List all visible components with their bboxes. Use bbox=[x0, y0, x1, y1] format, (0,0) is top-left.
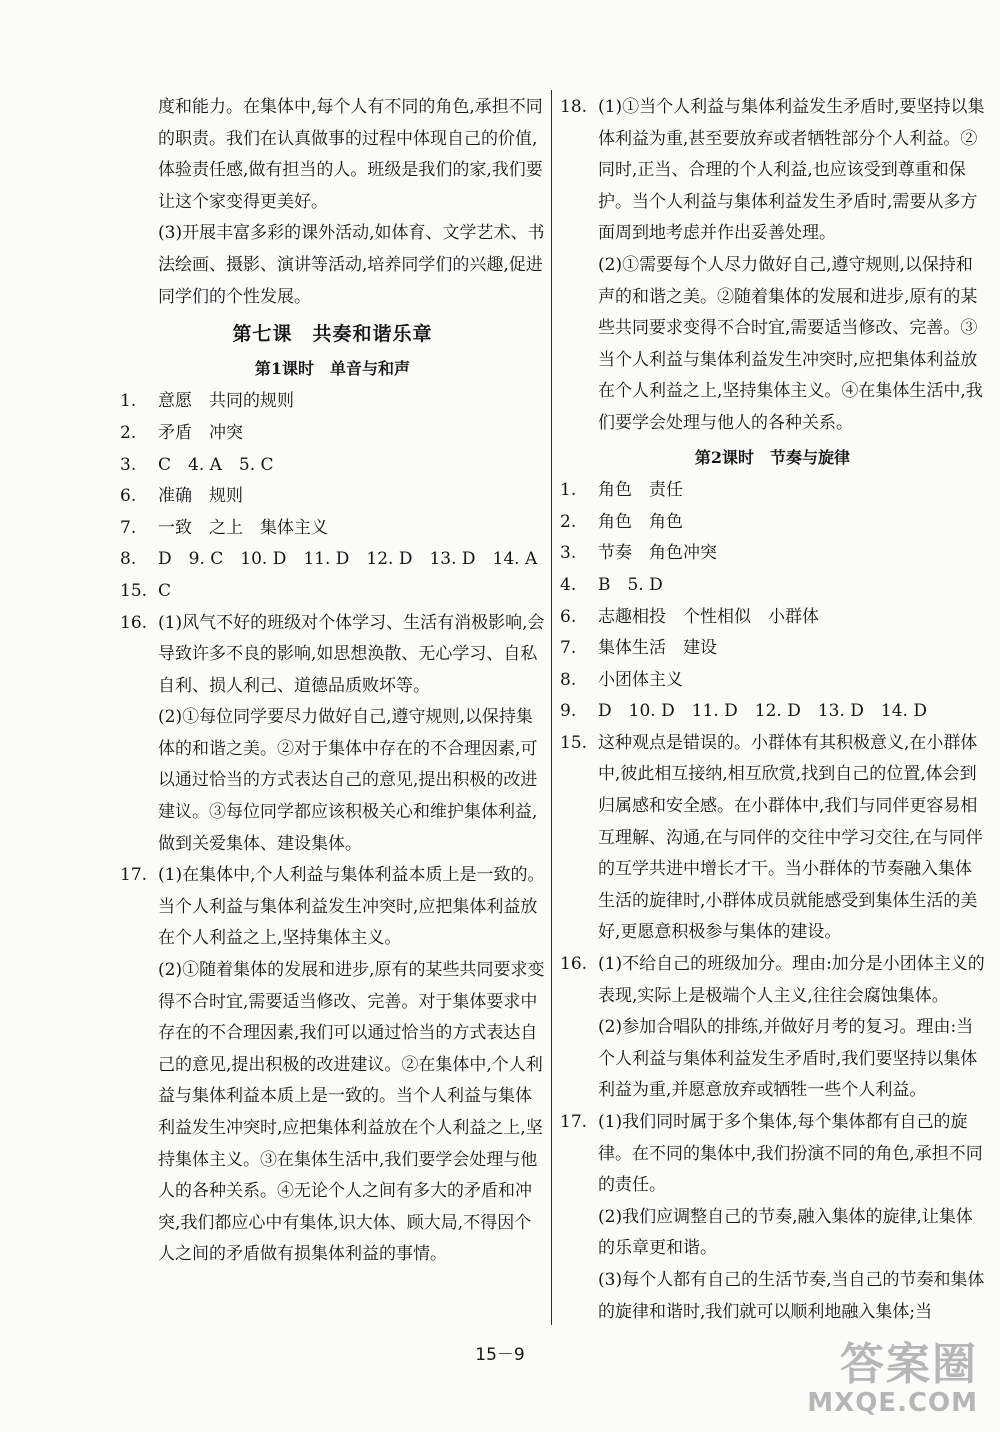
answer-item-18: 18. (1)①当个人利益与集体利益发生矛盾时,要坚持以集体利益为重,甚至要放弃或者牺牲部分个人利益。②同时,正当、合理的个人利益,也应该受到尊重和保护。当个人利益与集体利益发生矛盾时,需要从多方面周到地考虑并作出妥善处理。 bbox=[560, 97, 985, 244]
p2-answer-item-16-part-2: (2)参加合唱队的排练,并做好月考的复习。理由:当个人利益与集体利益发生矛盾时,我们要坚持以集体利益为重,并愿意放弃或牺牲一些个人利益。 bbox=[598, 1017, 978, 1101]
watermark-logo bbox=[807, 1339, 978, 1418]
left-column bbox=[120, 92, 545, 1271]
p2-answer-item-7: 7. 集体生活 建设 bbox=[560, 638, 717, 659]
p2-answer-item-17-part-3: (3)每个人都有自己的生活节奏,当自己的节奏和集体的旋律和谐时,我们就可以顺利地融入集体;当 bbox=[598, 1269, 985, 1322]
answer-item-8: 8. D 9. C 10. D 11. D 12. D 13. D 14. A bbox=[120, 549, 538, 570]
p2-answer-item-6: 6. 志趣相投 个性相似 小群体 bbox=[560, 606, 819, 627]
page-number: 15－9 bbox=[475, 1345, 525, 1365]
left-continued-paragraph: 度和能力。在集体中,每个人有不同的角色,承担不同的职责。我们在认真做事的过程中体现自己的价值,体验责任感,做有担当的人。班级是我们的家,我们要让这个家变得更美好。 bbox=[158, 97, 543, 212]
period-1-title: 第1课时 单音与和声 bbox=[254, 358, 411, 378]
p2-answer-item-15: 15. 这种观点是错误的。小群体有其积极意义,在小群体中,彼此相互接纳,相互欣赏,找到自己的位置,体会到归属感和安全感。在小群体中,我们与同伴更容易相互理解、沟通,在与同伴的交往中学习交往,在与同伴的互学共进中增长才干。当小群体的节奏融入集体生活的旋律时,小群体成员就能感受到集体生活的美好,更愿意积极参与集体的建设。 bbox=[560, 732, 983, 943]
answer-item-17: 17. (1)在集体中,个人利益与集体利益本质上是一致的。当个人利益与集体利益发生冲突时,应把集体利益放在个人利益之上,坚持集体主义。 bbox=[120, 865, 545, 949]
answer-item-1: 1. 意愿 共同的规则 bbox=[120, 391, 294, 412]
p2-answer-item-17-part-2: (2)我们应调整自己的节奏,融入集体的旋律,让集体的乐章更和谐。 bbox=[598, 1206, 973, 1259]
answer-item-16: 16. (1)风气不好的班级对个体学习、生活有消极影响,会导致许多不良的影响,如思想涣散、无心学习、自私自利、损人利己、道德品质败坏等。 bbox=[120, 612, 545, 696]
answer-item-3: 3. C 4. A 5. C bbox=[120, 454, 274, 475]
watermark-url: MXQE.COM bbox=[807, 1388, 978, 1418]
p2-answer-item-1: 1. 角色 责任 bbox=[560, 480, 683, 501]
p2-answer-item-16: 16. (1)不给自己的班级加分。理由:加分是小团体主义的表现,实际上是极端个人主义,往往会腐蚀集体。 bbox=[560, 954, 985, 1006]
right-column bbox=[560, 92, 985, 1328]
column-divider bbox=[551, 90, 552, 1325]
answer-item-2: 2. 矛盾 冲突 bbox=[120, 422, 243, 443]
p2-answer-item-8: 8. 小团体主义 bbox=[560, 669, 683, 690]
answer-item-15: 15. C bbox=[120, 580, 172, 601]
p2-answer-item-4: 4. B 5. D bbox=[560, 574, 663, 595]
lesson-title: 第七课 共奏和谐乐章 bbox=[232, 323, 433, 346]
left-continued-item-3: (3)开展丰富多彩的课外活动,如体育、文学艺术、书法绘画、摄影、演讲等活动,培养同学们的兴趣,促进同学们的个性发展。 bbox=[158, 223, 545, 307]
watermark-text: 答案圈 bbox=[840, 1339, 978, 1390]
answer-item-7: 7. 一致 之上 集体主义 bbox=[120, 517, 328, 538]
answer-item-16-part-2: (2)①每位同学要尽力做好自己,遵守规则,以保持集体的和谐之美。②对于集体中存在的不合理因素,可以通过恰当的方式表达自己的意见,提出积极的改进建议。③每位同学都应该积极关心和维护集体利益,做到关爱集体、建设集体。 bbox=[158, 707, 538, 854]
p2-answer-item-2: 2. 角色 角色 bbox=[560, 511, 683, 532]
answer-item-6: 6. 准确 规则 bbox=[120, 486, 243, 507]
answer-item-18-part-2: (2)①需要每个人尽力做好自己,遵守规则,以保持和声的和谐之美。②随着集体的发展和进步,原有的某些共同要求变得不合时宜,需要适当修改、完善。③当个人利益与集体利益发生冲突时,应把集体利益放在个人利益之上,坚持集体主义。④在集体生活中,我们要学会处理与他人的各种关系。 bbox=[598, 254, 983, 433]
p2-answer-item-17: 17. (1)我们同时属于多个集体,每个集体都有自己的旋律。在不同的集体中,我们扮演不同的角色,承担不同的责任。 bbox=[560, 1112, 983, 1196]
answer-item-17-part-2: (2)①随着集体的发展和进步,原有的某些共同要求变得不合时宜,需要适当修改、完善。对于集体要求中存在的不合理因素,我们可以通过恰当的方式表达自己的意见,提出积极的改进建议。②在集体中,个人利益与集体利益本质上是一致的。当个人利益与集体利益发生冲突时,应把集体利益放在个人利益之上,坚持集体主义。③在集体生活中,我们要学会处理与他人的各种关系。④无论个人之间有多大的矛盾和冲突,我们都应心中有集体,识大体、顾大局,不得因个人之间的矛盾做有损集体利益的事情。 bbox=[158, 960, 545, 1265]
p2-answer-item-3: 3. 节奏 角色冲突 bbox=[560, 543, 717, 564]
p2-answer-item-9: 9. D 10. D 11. D 12. D 13. D 14. D bbox=[560, 701, 927, 722]
period-2-title: 第2课时 节奏与旋律 bbox=[694, 447, 851, 467]
